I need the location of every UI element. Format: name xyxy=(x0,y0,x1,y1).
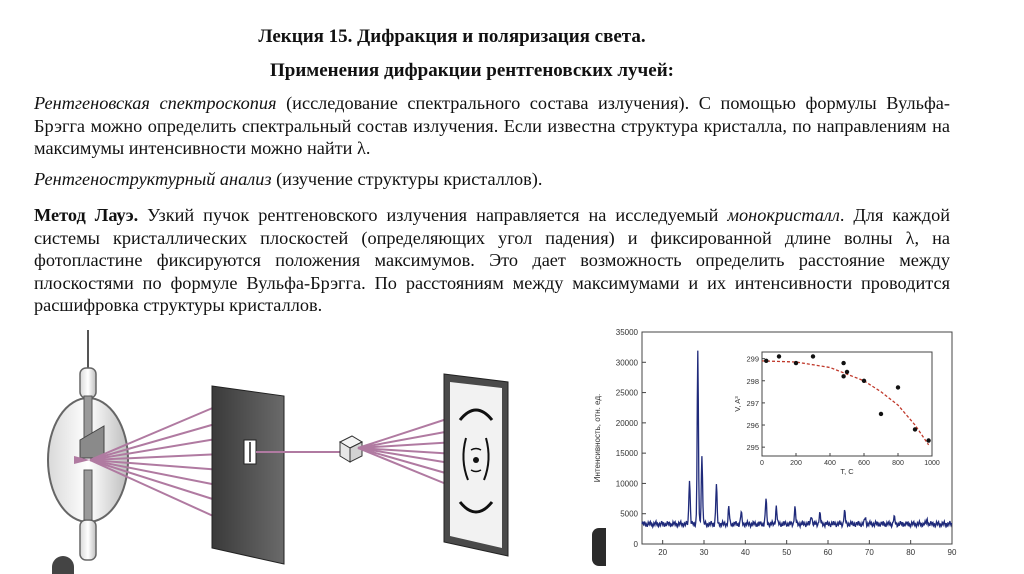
inset-y-tick-label: 296 xyxy=(746,421,759,431)
xray-tube xyxy=(48,330,128,560)
diffracted-rays xyxy=(358,416,456,488)
inset-data-point xyxy=(777,354,781,358)
inset-data-point xyxy=(841,361,845,365)
laue-text-b: . Для каждой системы кристаллических плоскостей (определяющих угол падения) и фиксированной длине волны λ, на фотопластине фиксируются положения максимумов. Это дает возможность определить расстояние между плоскостями по формуле Вульфа-Брэгга. По расстояниям между максимумами и их интенсивности проводится расшифровка структуры кристаллов. xyxy=(34,205,950,315)
inset-data-point xyxy=(879,412,883,416)
x-tick-label: 90 xyxy=(947,548,957,557)
page-corner-decoration xyxy=(592,528,606,566)
y-tick-label: 15000 xyxy=(615,449,638,459)
term-monocrystal: монокристалл xyxy=(727,205,840,225)
inset-data-point xyxy=(764,359,768,363)
laue-method-heading: Метод Лауэ. xyxy=(34,205,139,225)
y-tick-label: 35000 xyxy=(615,328,638,337)
inset-x-tick-label: 0 xyxy=(760,460,764,467)
term-structure-analysis: Рентгеноструктурный анализ xyxy=(34,169,272,189)
inset-data-point xyxy=(926,438,930,442)
inset-x-axis-label: T, C xyxy=(840,467,854,476)
paragraph-spectroscopy-text: (исследование спектрального состава излучения). С помощью формулы Вульфа-Брэгга можно определить спектральный состав излучения. Если известна структура кристалла, по направлениям на максимумы интенсивности можно найти λ. xyxy=(34,93,950,158)
xrd-spectrum-chart xyxy=(586,326,966,566)
collimator-plate xyxy=(212,386,284,564)
lecture-title: Лекция 15. Дифракция и поляризация света. xyxy=(258,26,646,47)
x-tick-label: 30 xyxy=(699,548,709,557)
section-title: Применения дифракции рентгеновских лучей: xyxy=(269,60,674,81)
inset-data-point xyxy=(794,361,798,365)
inset-y-tick-label: 295 xyxy=(746,443,759,453)
y-tick-label: 20000 xyxy=(615,418,638,428)
laue-apparatus-diagram xyxy=(40,330,520,574)
x-tick-label: 60 xyxy=(823,548,833,557)
inset-x-tick-label: 600 xyxy=(858,460,870,467)
term-spectroscopy: Рентгеновская спектроскопия xyxy=(34,93,277,113)
photographic-plate xyxy=(444,374,508,556)
y-tick-label: 0 xyxy=(633,540,638,549)
inset-y-tick-label: 299 xyxy=(746,354,759,364)
inset-data-point xyxy=(845,370,849,374)
x-tick-label: 20 xyxy=(658,548,668,557)
x-tick-label: 80 xyxy=(906,548,916,557)
paragraph-spectroscopy xyxy=(34,92,950,160)
bottom-left-decoration xyxy=(52,556,74,574)
x-tick-label: 50 xyxy=(782,548,792,557)
y-tick-label: 25000 xyxy=(615,388,638,398)
inset-plot-frame xyxy=(762,352,932,456)
inset-y-tick-label: 297 xyxy=(746,398,759,408)
inset-data-point xyxy=(913,427,917,431)
inset-x-tick-label: 200 xyxy=(790,460,802,467)
inset-x-tick-label: 800 xyxy=(892,460,904,467)
inset-data-point xyxy=(811,354,815,358)
inset-data-point xyxy=(841,374,845,378)
y-tick-label: 5000 xyxy=(620,509,638,519)
x-tick-label: 40 xyxy=(740,548,750,557)
x-tick-label: 70 xyxy=(864,548,874,557)
laue-text-a: Узкий пучок рентгеновского излучения направляется на исследуемый xyxy=(138,205,728,225)
inset-data-point xyxy=(862,379,866,383)
inset-y-tick-label: 298 xyxy=(746,376,759,386)
y-tick-label: 10000 xyxy=(615,479,638,489)
inset-data-point xyxy=(896,385,900,389)
inset-x-tick-label: 400 xyxy=(824,460,836,467)
inset-y-axis-label: V, A³ xyxy=(733,396,742,412)
inset-x-tick-label: 1000 xyxy=(924,460,940,467)
y-tick-label: 30000 xyxy=(615,358,638,368)
paragraph-laue-method xyxy=(34,204,950,317)
paragraph-structure-analysis-text: (изучение структуры кристаллов). xyxy=(271,169,543,189)
y-axis-label: Интенсивность, отн. ед. xyxy=(593,393,602,483)
paragraph-structure-analysis xyxy=(34,168,950,191)
